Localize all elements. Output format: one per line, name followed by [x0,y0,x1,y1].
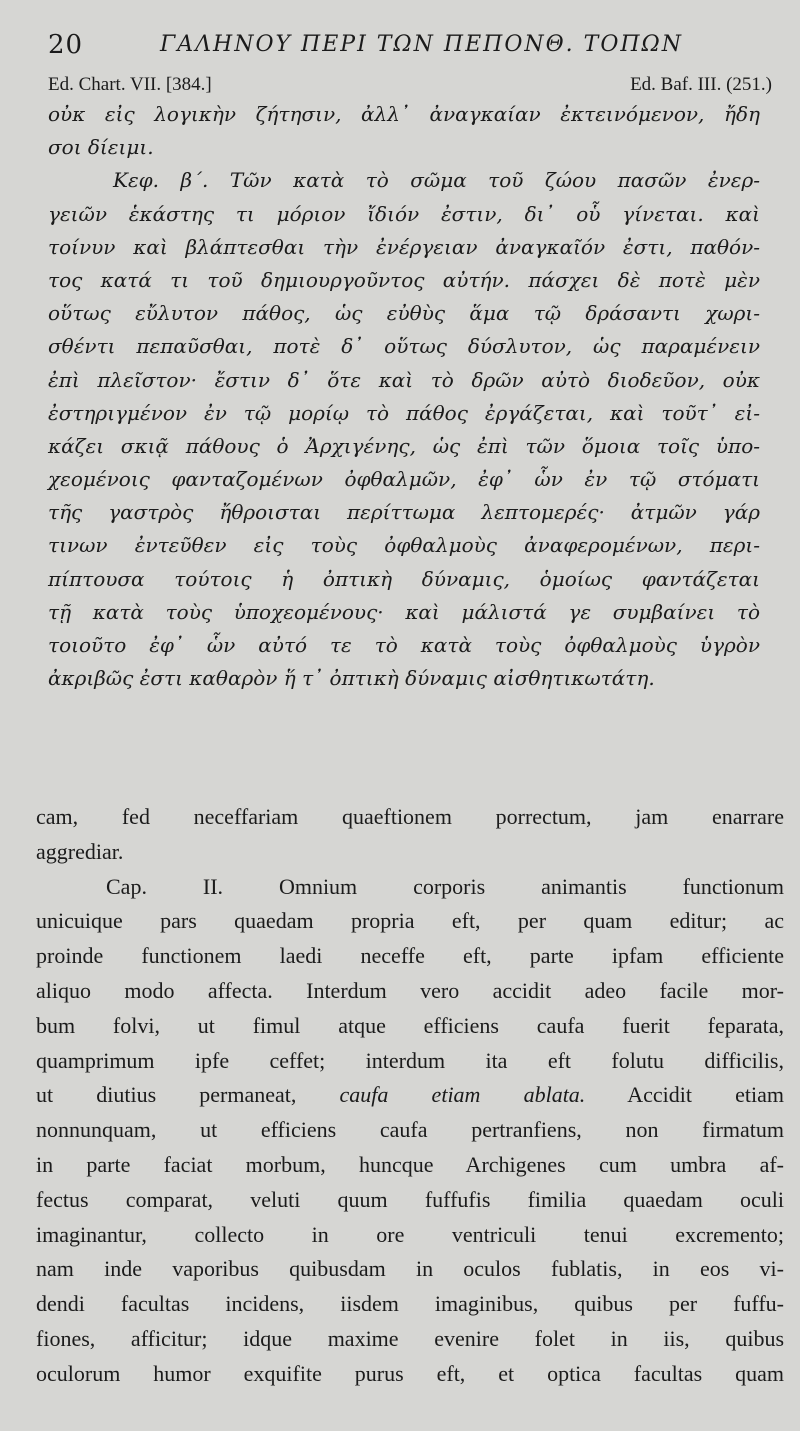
latin-line: proinde functionem laedi neceffe eft, parte ipfam efficiente [36,943,784,969]
latin-line: cam, fed neceffariam quaeftionem porrectum, jam enarrare [36,804,784,829]
greek-line: σοι δίειμι. [48,135,154,160]
page-number: 20 [48,30,84,60]
latin-text-block [36,800,784,1392]
page-header [48,30,760,66]
greek-line: τῆς γαστρὸς ἤθροισται περίττωμα λεπτομερές· ἀτμῶν γάρ [48,500,760,525]
latin-line-mixed [36,1078,784,1113]
latin-line: aggrediar. [36,838,124,864]
latin-line: nonnunquam, ut efficiens caufa pertranfiens, non firmatum [36,1117,784,1143]
greek-line: τος κατά τι τοῦ δημιουργοῦντος αὐτήν. πάσχει δὲ ποτὲ μὲν [48,267,760,292]
latin-line-end: Accidit etiam [627,1082,785,1108]
greek-line: οὐκ εἰς λογικὴν ζήτησιν, ἀλλ᾽ ἀναγκαίαν ἐκτεινόμενον, ἤδη [48,102,760,126]
latin-line: unicuique pars quaedam propria eft, per quam editur; ac [36,908,784,934]
greek-line: τοιοῦτο ἐφ᾽ ὧν αὐτό τε τὸ κατὰ τοὺς ὀφθαλμοὺς ὑγρὸν [48,633,760,657]
latin-line: nam inde vaporibus quibusdam in oculos fublatis, in eos vi- [36,1256,784,1282]
greek-line: οὕτως εὔλυτον πάθος, ὡς εὐθὺς ἅμα τῷ δράσαντι χωρι- [48,301,760,326]
latin-line: quamprimum ipfe ceffet; interdum ita eft folutu difficilis, [36,1047,784,1073]
latin-line: fectus comparat, veluti quum fuffufis fimilia quaedam oculi [36,1186,784,1212]
edition-references [48,74,772,100]
latin-line: Cap. II. Omnium corporis animantis functionum [106,873,784,899]
greek-line: γειῶν ἑκάστης τι μόριον ἴδιόν ἐστιν, δι᾽ οὗ γίνεται. καὶ [48,201,760,226]
greek-line: τῇ κατὰ τοὺς ὑποχεομένους· καὶ μάλιστά γε συμβαίνει τὸ [48,599,760,624]
latin-line: dendi facultas incidens, iisdem imaginibus, quibus per fuffu- [36,1291,784,1317]
greek-line: τοίνυν καὶ βλάπτεσθαι τὴν ἐνέργειαν ἀναγκαῖόν ἐστι, παθόν- [48,234,760,259]
greek-line: σθέντι πεπαῦσθαι, ποτὲ δ᾽ οὕτως δύσλυτον, ὡς παραμένειν [48,334,760,359]
edition-bas-ref: Ed. Baf. III. (251.) [630,74,772,95]
greek-line: Κεφ. β΄. Τῶν κατὰ τὸ σῶμα τοῦ ζώου πασῶν ἐνερ- [113,168,760,193]
latin-line-start: ut diutius permaneat, [36,1082,297,1108]
latin-line: in parte faciat morbum, huncque Archigenes cum umbra af- [36,1151,784,1177]
greek-line: κάζει σκιᾷ πάθους ὁ Ἀρχιγένης, ὡς ἐπὶ τῶν ὅμοια τοῖς ὑπο- [48,433,760,458]
latin-line: bum folvi, ut fimul atque efficiens caufa fuerit feparata, [36,1012,784,1038]
greek-line: ἀκριβῶς ἐστι καθαρὸν ἥ τ᾽ ὀπτικὴ δύναμις αἰσθητικωτάτη. [48,666,655,691]
latin-line: fiones, afficitur; idque maxime evenire folet in iis, quibus [36,1325,784,1351]
running-title: ΓΑΛΗΝΟΥ ΠΕΡΙ ΤΩΝ ΠΕΠΟΝΘ. ΤΟΠΩΝ [160,32,684,57]
greek-line: τινων ἐντεῦθεν εἰς τοὺς ὀφθαλμοὺς ἀναφερομένων, περι- [48,533,760,558]
edition-chart-ref: Ed. Chart. VII. [384.] [48,74,212,95]
greek-line: πίπτουσα τούτοις ἡ ὀπτικὴ δύναμις, ὁμοίως φαντάζεται [48,566,760,591]
latin-line: aliquo modo affecta. Interdum vero accidit adeo facile mor- [36,977,784,1003]
greek-text-block [48,98,760,695]
latin-line: imaginantur, collecto in ore ventriculi tenui excremento; [36,1221,784,1247]
greek-line: ἐπὶ πλεῖστον· ἔστιν δ᾽ ὅτε καὶ τὸ δρῶν αὐτὸ διοδεῦον, οὐκ [48,367,760,392]
greek-line: ἐστηριγμένον ἐν τῷ μορίῳ τὸ πάθος ἐργάζεται, καὶ τοῦτ᾽ εἰ- [48,400,760,425]
latin-italic-phrase: caufa etiam ablata. [339,1082,586,1108]
latin-line: oculorum humor exquifite purus eft, et optica facultas quam [36,1360,784,1386]
greek-line: χεομένοις φανταζομένων ὀφθαλμῶν, ἐφ᾽ ὧν ἐν τῷ στόματι [48,467,760,492]
